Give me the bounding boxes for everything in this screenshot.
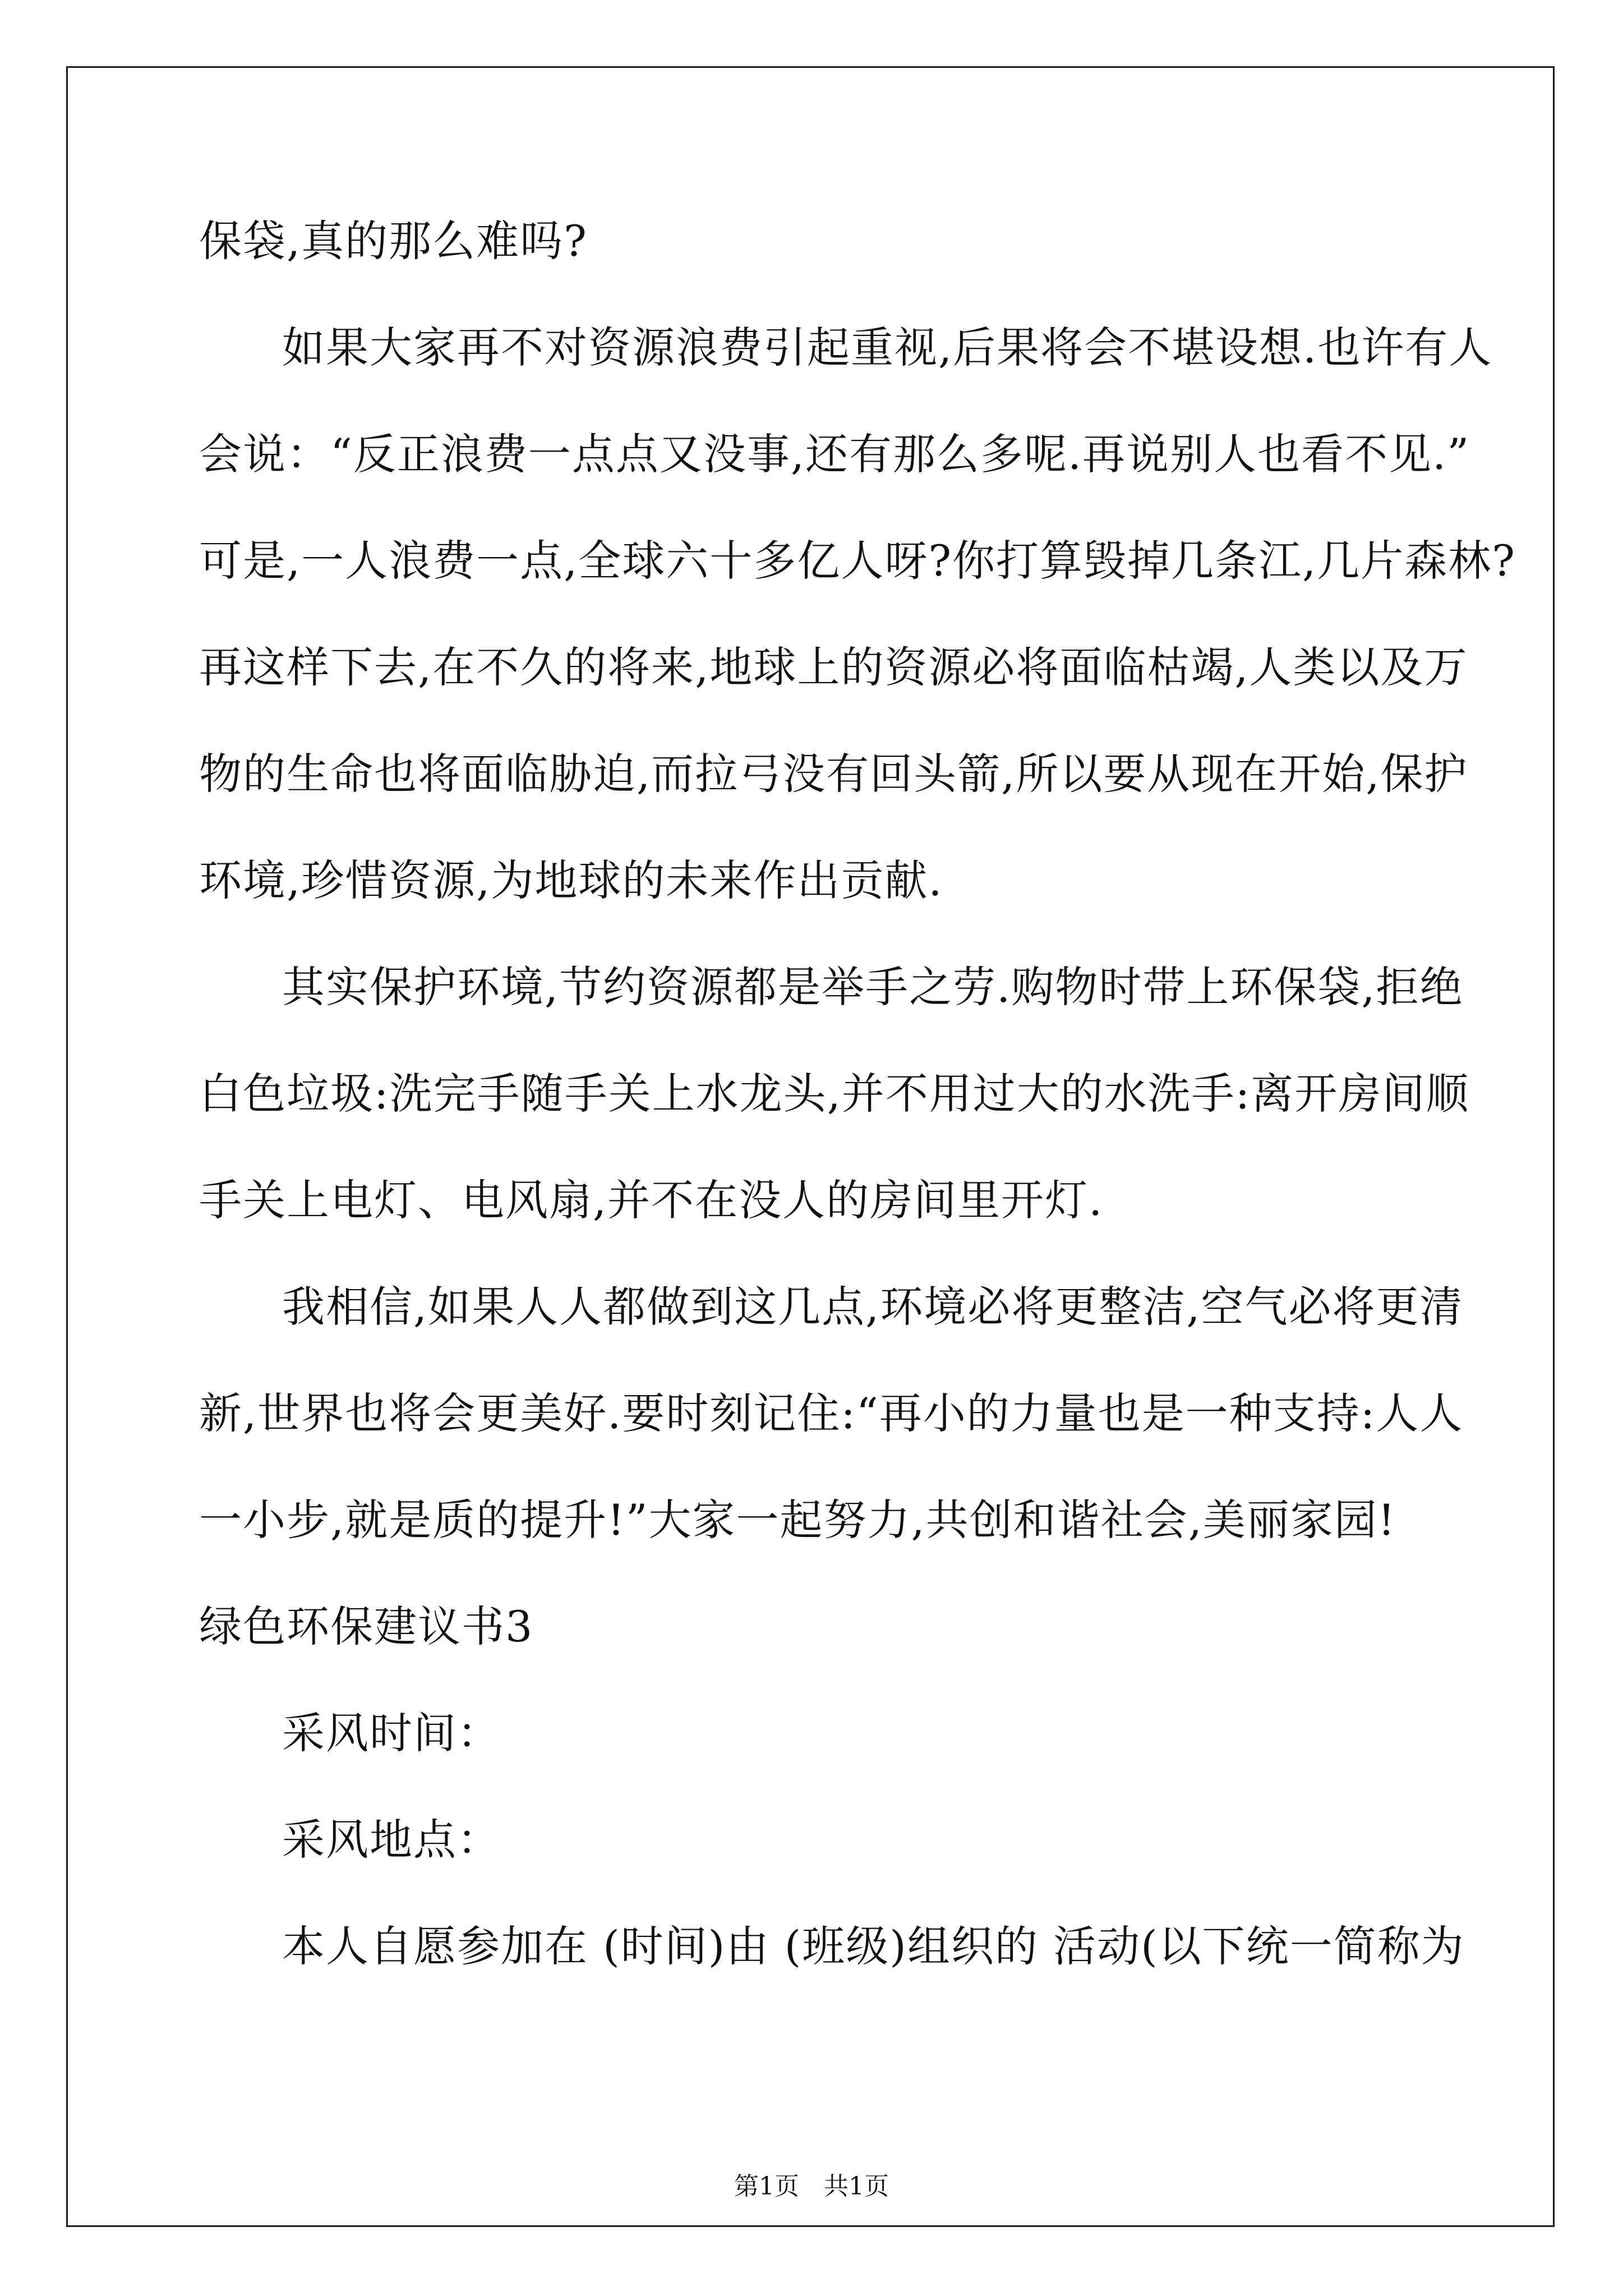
paragraph-start: 本人自愿参加在 (时间)由 (班级)组织的 活动(以下统一简称为	[282, 1921, 1465, 1971]
text-line: 手关上电灯、电风扇,并不在没人的房间里开灯.	[199, 1175, 1104, 1225]
paragraph-start: 其实保护环境,节约资源都是举手之劳.购物时带上环保袋,拒绝	[282, 962, 1464, 1012]
form-field-label: 采风地点：	[282, 1815, 501, 1865]
paragraph-start: 如果大家再不对资源浪费引起重视,后果将会不堪设想.也许有人	[282, 323, 1493, 372]
text-line: 环境,珍惜资源,为地球的未来作出贡献.	[199, 855, 943, 905]
text-line: 可是,一人浪费一点,全球六十多亿人呀?你打算毁掉几条江,几片森林?	[199, 536, 1516, 586]
text-line: 会说：“反正浪费一点点又没事,还有那么多呢.再说别人也看不见.”	[199, 429, 1470, 479]
page-footer: 第1页 共1页	[734, 2172, 889, 2201]
text-line: 新,世界也将会更美好.要时刻记住:“再小的力量也是一种支持:人人	[199, 1388, 1464, 1438]
page-border	[66, 66, 1555, 2227]
form-field-label: 采风时间：	[282, 1708, 501, 1758]
text-line: 白色垃圾:洗完手随手关上水龙头,并不用过大的水洗手:离开房间顺	[199, 1069, 1470, 1119]
text-line: 一小步,就是质的提升!”大家一起努力,共创和谐社会,美丽家园!	[199, 1495, 1396, 1545]
text-line: 保袋,真的那么难吗?	[199, 216, 588, 266]
text-line: 再这样下去,在不久的将来,地球上的资源必将面临枯竭,人类以及万	[199, 642, 1468, 692]
text-line: 物的生命也将面临胁迫,而拉弓没有回头箭,所以要从现在开始,保护	[199, 749, 1468, 799]
section-heading: 绿色环保建议书3	[199, 1602, 534, 1651]
paragraph-start: 我相信,如果人人都做到这几点,环境必将更整洁,空气必将更清	[282, 1282, 1464, 1332]
